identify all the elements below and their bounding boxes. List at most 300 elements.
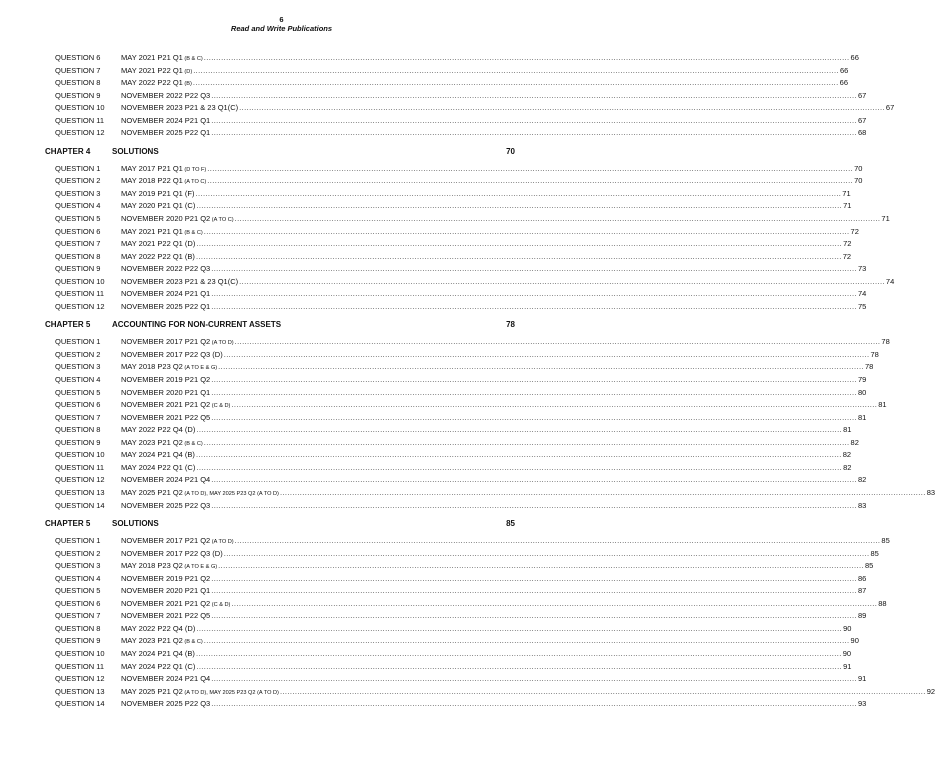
page-ref: 71 bbox=[843, 201, 852, 211]
publisher-name: Read and Write Publications bbox=[230, 24, 333, 33]
dot-leader: .................................................................................................................................................................................................................................................................... bbox=[211, 586, 857, 596]
exam-reference: MAY 2024 P21 Q4 (B) bbox=[121, 450, 195, 460]
exam-reference: NOVEMBER 2025 P22 Q1 bbox=[121, 128, 211, 138]
dot-leader: .................................................................................................................................................................................................................................................................... bbox=[195, 251, 842, 261]
exam-reference: MAY 2025 P21 Q2 bbox=[121, 686, 183, 696]
question-label: QUESTION 13 bbox=[55, 686, 105, 696]
page-ref: 91 bbox=[858, 674, 867, 684]
toc-entry[interactable] bbox=[0, 623, 852, 636]
page-header bbox=[0, 15, 563, 34]
entry-reference bbox=[121, 399, 230, 413]
entry-text bbox=[121, 77, 848, 91]
exam-reference: NOVEMBER 2021 P22 Q5 bbox=[121, 412, 211, 422]
page-ref: 72 bbox=[850, 226, 859, 236]
exam-reference: MAY 2022 P22 Q4 (D) bbox=[121, 425, 196, 435]
exam-reference: NOVEMBER 2021 P22 Q5 bbox=[121, 611, 211, 621]
entry-reference bbox=[121, 673, 210, 686]
question-label: QUESTION 6 bbox=[55, 400, 101, 410]
exam-reference: NOVEMBER 2023 P21 & 23 Q1(C) bbox=[121, 103, 239, 113]
entry-text bbox=[121, 487, 935, 501]
entry-reference bbox=[121, 361, 217, 375]
entry-text bbox=[121, 163, 863, 177]
page-ref: 72 bbox=[843, 239, 852, 249]
entry-reference bbox=[121, 487, 279, 501]
dot-leader: .................................................................................................................................................................................................................................................................... bbox=[231, 400, 878, 410]
exam-reference: NOVEMBER 2025 P22 Q3 bbox=[121, 500, 211, 510]
toc-entry[interactable] bbox=[0, 437, 859, 450]
question-label: QUESTION 11 bbox=[55, 462, 105, 472]
toc-entry[interactable] bbox=[0, 90, 867, 103]
toc-entry[interactable] bbox=[0, 387, 867, 400]
entry-text bbox=[121, 585, 867, 598]
dot-leader: .................................................................................................................................................................................................................................................................... bbox=[223, 548, 870, 558]
dot-leader: .................................................................................................................................................................................................................................................................... bbox=[218, 362, 864, 372]
question-label: QUESTION 8 bbox=[55, 623, 101, 633]
dot-leader: .................................................................................................................................................................................................................................................................... bbox=[231, 598, 878, 608]
toc-entry[interactable] bbox=[0, 374, 867, 387]
question-label: QUESTION 12 bbox=[55, 301, 105, 311]
exam-reference: NOVEMBER 2021 P21 Q2 bbox=[121, 598, 211, 608]
toc-entry[interactable] bbox=[0, 686, 935, 699]
page-ref: 71 bbox=[842, 188, 851, 198]
entry-reference bbox=[121, 573, 210, 586]
dot-leader: .................................................................................................................................................................................................................................................................... bbox=[203, 636, 850, 646]
page-ref: 83 bbox=[858, 500, 867, 510]
entry-text bbox=[121, 661, 852, 674]
page-ref: 67 bbox=[885, 103, 895, 113]
entry-reference bbox=[121, 288, 210, 301]
question-label: QUESTION 10 bbox=[55, 450, 105, 460]
part-reference: (C & D) bbox=[210, 601, 231, 608]
dot-leader: .................................................................................................................................................................................................................................................................... bbox=[211, 90, 857, 100]
exam-reference: MAY 2020 P21 Q1 (C) bbox=[121, 201, 196, 211]
page-ref: 90 bbox=[842, 648, 852, 658]
question-label: QUESTION 6 bbox=[55, 226, 101, 236]
entry-text bbox=[121, 399, 887, 413]
page-ref: 82 bbox=[843, 462, 852, 472]
page-ref: 88 bbox=[878, 598, 887, 608]
dot-leader: .................................................................................................................................................................................................................................................................... bbox=[211, 387, 857, 397]
entry-text bbox=[121, 226, 859, 240]
dot-leader: .................................................................................................................................................................................................................................................................... bbox=[196, 661, 843, 671]
entry-text bbox=[121, 573, 867, 586]
dot-leader: .................................................................................................................................................................................................................................................................... bbox=[203, 226, 850, 236]
page-ref: 85 bbox=[864, 561, 874, 571]
exam-reference: NOVEMBER 2023 P21 & 23 Q1(C) bbox=[121, 276, 239, 286]
dot-leader: .................................................................................................................................................................................................................................................................... bbox=[207, 163, 854, 173]
question-label: QUESTION 11 bbox=[55, 115, 105, 125]
exam-reference: NOVEMBER 2017 P22 Q3 (D) bbox=[121, 349, 223, 359]
dot-leader: .................................................................................................................................................................................................................................................................... bbox=[195, 188, 842, 198]
entry-text bbox=[121, 263, 867, 276]
exam-reference: NOVEMBER 2017 P22 Q3 (D) bbox=[121, 548, 223, 558]
toc-entry[interactable] bbox=[0, 263, 867, 276]
entry-text bbox=[121, 200, 852, 213]
exam-reference: MAY 2017 P21 Q1 bbox=[121, 163, 183, 173]
page-ref: 83 bbox=[926, 487, 935, 497]
entry-reference bbox=[121, 424, 195, 437]
question-label: QUESTION 5 bbox=[55, 387, 101, 397]
page-ref: 90 bbox=[843, 623, 852, 633]
question-label: QUESTION 3 bbox=[55, 561, 101, 571]
entry-text bbox=[121, 449, 852, 462]
page-ref: 86 bbox=[858, 573, 867, 583]
page-ref: 71 bbox=[881, 214, 890, 224]
question-label: QUESTION 9 bbox=[55, 264, 101, 274]
question-label: QUESTION 10 bbox=[55, 276, 105, 286]
page-ref: 66 bbox=[839, 78, 848, 88]
entry-text bbox=[121, 188, 851, 201]
page-number: 6 bbox=[279, 15, 284, 24]
question-label: QUESTION 10 bbox=[55, 648, 105, 658]
exam-reference: NOVEMBER 2025 P22 Q1 bbox=[121, 301, 211, 311]
question-label: QUESTION 7 bbox=[55, 239, 101, 249]
entry-reference bbox=[121, 175, 206, 189]
page-ref: 72 bbox=[842, 251, 852, 261]
toc-entry[interactable] bbox=[0, 635, 859, 648]
entry-reference bbox=[121, 474, 210, 487]
exam-reference: NOVEMBER 2022 P22 Q3 bbox=[121, 90, 211, 100]
toc-entry[interactable] bbox=[0, 213, 890, 226]
toc-entry[interactable] bbox=[0, 200, 852, 213]
dot-leader: .................................................................................................................................................................................................................................................................... bbox=[196, 201, 843, 211]
part-reference: (C & D) bbox=[210, 403, 231, 410]
question-label: QUESTION 12 bbox=[55, 475, 105, 485]
question-label: QUESTION 13 bbox=[55, 487, 105, 497]
question-label: QUESTION 1 bbox=[55, 337, 101, 347]
question-label: QUESTION 7 bbox=[55, 412, 101, 422]
entry-text bbox=[121, 102, 895, 115]
entry-reference bbox=[121, 635, 203, 649]
entry-text bbox=[121, 238, 852, 251]
chapter-heading[interactable] bbox=[0, 517, 563, 531]
entry-reference bbox=[121, 52, 203, 66]
question-label: QUESTION 2 bbox=[55, 349, 101, 359]
entry-reference bbox=[121, 686, 279, 700]
toc-entry[interactable] bbox=[0, 573, 867, 586]
entry-text bbox=[121, 175, 863, 189]
page-ref: 79 bbox=[858, 375, 867, 385]
question-label: QUESTION 1 bbox=[55, 536, 101, 546]
toc-entry[interactable] bbox=[0, 127, 867, 140]
entry-text bbox=[121, 127, 867, 140]
page-ref: 66 bbox=[850, 53, 859, 62]
chapter-number: CHAPTER 4 bbox=[45, 146, 91, 156]
toc-entry[interactable] bbox=[0, 188, 851, 201]
exam-reference: MAY 2018 P22 Q1 bbox=[121, 176, 183, 186]
toc-entry[interactable] bbox=[0, 661, 852, 674]
exam-reference: MAY 2024 P22 Q1 (C) bbox=[121, 462, 196, 472]
toc-entry[interactable] bbox=[0, 102, 895, 115]
entry-reference bbox=[121, 251, 195, 264]
chapter-heading[interactable] bbox=[0, 318, 563, 332]
toc-entry[interactable] bbox=[0, 226, 859, 239]
entry-text bbox=[121, 548, 879, 561]
exam-reference: NOVEMBER 2020 P21 Q1 bbox=[121, 387, 211, 397]
toc-entry[interactable] bbox=[0, 648, 852, 661]
toc-entry[interactable] bbox=[0, 52, 859, 65]
question-label: QUESTION 14 bbox=[55, 699, 105, 709]
dot-leader: .................................................................................................................................................................................................................................................................... bbox=[239, 276, 885, 286]
entry-reference bbox=[121, 598, 230, 612]
question-label: QUESTION 3 bbox=[55, 362, 101, 372]
part-reference: (A TO E & G) bbox=[182, 564, 218, 571]
entry-reference bbox=[121, 65, 192, 79]
toc-entry[interactable] bbox=[0, 673, 867, 686]
toc-entry[interactable] bbox=[0, 238, 852, 251]
toc-entry[interactable] bbox=[0, 301, 867, 314]
question-label: QUESTION 1 bbox=[55, 163, 101, 173]
exam-reference: MAY 2021 P21 Q1 bbox=[121, 226, 183, 236]
dot-leader: .................................................................................................................................................................................................................................................................... bbox=[234, 214, 881, 224]
part-reference: (A TO C) bbox=[210, 217, 234, 224]
dot-leader: .................................................................................................................................................................................................................................................................... bbox=[234, 337, 881, 347]
page-ref: 87 bbox=[858, 586, 867, 596]
page-ref: 67 bbox=[858, 90, 867, 100]
question-label: QUESTION 7 bbox=[55, 611, 101, 621]
dot-leader: .................................................................................................................................................................................................................................................................... bbox=[207, 176, 854, 186]
dot-leader: .................................................................................................................................................................................................................................................................... bbox=[211, 115, 857, 125]
chapter-title: SOLUTIONS bbox=[112, 146, 159, 156]
chapter-title: SOLUTIONS bbox=[112, 519, 159, 529]
toc-entry[interactable] bbox=[0, 487, 935, 500]
entry-reference bbox=[121, 374, 210, 387]
dot-leader: .................................................................................................................................................................................................................................................................... bbox=[196, 239, 843, 249]
toc-entry[interactable] bbox=[0, 65, 849, 78]
question-label: QUESTION 14 bbox=[55, 500, 105, 510]
exam-reference: NOVEMBER 2019 P21 Q2 bbox=[121, 573, 211, 583]
toc-entry[interactable] bbox=[0, 449, 852, 462]
entry-text bbox=[121, 52, 859, 66]
question-label: QUESTION 11 bbox=[55, 289, 105, 299]
page-ref: 66 bbox=[839, 65, 849, 75]
question-label: QUESTION 7 bbox=[55, 65, 101, 75]
toc-entry[interactable] bbox=[0, 598, 887, 611]
part-reference: (A TO D) bbox=[210, 340, 234, 347]
page-ref: 81 bbox=[878, 400, 887, 410]
toc-entry[interactable] bbox=[0, 424, 852, 437]
entry-reference bbox=[121, 500, 210, 513]
toc-entry[interactable] bbox=[0, 349, 879, 362]
chapter-title: ACCOUNTING FOR NON-CURRENT ASSETS bbox=[112, 320, 282, 330]
dot-leader: .................................................................................................................................................................................................................................................................... bbox=[223, 349, 870, 359]
entry-reference bbox=[121, 412, 210, 425]
question-label: QUESTION 5 bbox=[55, 586, 101, 596]
exam-reference: NOVEMBER 2017 P21 Q2 bbox=[121, 337, 211, 347]
toc-entry[interactable] bbox=[0, 412, 867, 425]
toc-entry[interactable] bbox=[0, 276, 895, 289]
entry-text bbox=[121, 336, 890, 350]
toc-entry[interactable] bbox=[0, 251, 852, 264]
entry-text bbox=[121, 374, 867, 387]
entry-reference bbox=[121, 200, 195, 213]
page-ref: 68 bbox=[858, 128, 867, 138]
chapter-page: 78 bbox=[506, 320, 515, 330]
entry-text bbox=[121, 361, 874, 375]
chapter-page: 70 bbox=[506, 146, 515, 156]
toc-entry[interactable] bbox=[0, 585, 867, 598]
question-label: QUESTION 4 bbox=[55, 201, 101, 211]
entry-text bbox=[121, 387, 867, 400]
page-ref: 81 bbox=[858, 412, 867, 422]
part-reference: (B & C) bbox=[182, 639, 203, 646]
page-ref: 82 bbox=[850, 437, 859, 447]
question-label: QUESTION 12 bbox=[55, 674, 105, 684]
entry-text bbox=[121, 462, 852, 475]
page-ref: 82 bbox=[858, 475, 867, 485]
entry-reference bbox=[121, 698, 210, 711]
page-ref: 74 bbox=[885, 276, 895, 286]
exam-reference: MAY 2021 P22 Q1 bbox=[121, 65, 183, 75]
part-reference: (A TO C) bbox=[182, 179, 207, 186]
dot-leader: .................................................................................................................................................................................................................................................................... bbox=[193, 65, 839, 75]
toc-entry[interactable] bbox=[0, 610, 867, 623]
dot-leader: .................................................................................................................................................................................................................................................................... bbox=[239, 103, 885, 113]
toc-entry[interactable] bbox=[0, 288, 867, 301]
exam-reference: NOVEMBER 2025 P22 Q3 bbox=[121, 699, 211, 709]
exam-reference: MAY 2023 P21 Q2 bbox=[121, 437, 183, 447]
entry-reference bbox=[121, 213, 234, 227]
part-reference: (D) bbox=[182, 68, 193, 75]
part-reference: (B & C) bbox=[182, 440, 203, 447]
page-ref: 70 bbox=[854, 163, 863, 173]
entry-reference bbox=[121, 336, 234, 350]
dot-leader: .................................................................................................................................................................................................................................................................... bbox=[211, 375, 857, 385]
toc-entry[interactable] bbox=[0, 560, 874, 573]
toc-entry[interactable] bbox=[0, 336, 890, 349]
exam-reference: MAY 2025 P21 Q2 bbox=[121, 487, 183, 497]
question-label: QUESTION 8 bbox=[55, 425, 101, 435]
entry-text bbox=[121, 213, 890, 227]
toc-entry[interactable] bbox=[0, 698, 867, 711]
toc-entry[interactable] bbox=[0, 77, 848, 90]
entry-text bbox=[121, 623, 852, 636]
question-label: QUESTION 9 bbox=[55, 437, 101, 447]
part-reference: (A TO D), MAY 2025 P23 Q2 (A TO D) bbox=[182, 689, 279, 696]
toc-entry[interactable] bbox=[0, 163, 863, 176]
dot-leader: .................................................................................................................................................................................................................................................................... bbox=[211, 573, 857, 583]
toc-entry[interactable] bbox=[0, 399, 887, 412]
toc-entry[interactable] bbox=[0, 474, 867, 487]
chapter-number: CHAPTER 5 bbox=[45, 320, 91, 330]
dot-leader: .................................................................................................................................................................................................................................................................... bbox=[211, 611, 857, 621]
entry-text bbox=[121, 673, 867, 686]
toc-entry[interactable] bbox=[0, 462, 852, 475]
question-label: QUESTION 4 bbox=[55, 375, 101, 385]
question-label: QUESTION 11 bbox=[55, 661, 105, 671]
dot-leader: .................................................................................................................................................................................................................................................................... bbox=[203, 53, 850, 62]
dot-leader: .................................................................................................................................................................................................................................................................... bbox=[211, 412, 857, 422]
entry-text bbox=[121, 598, 887, 612]
page-ref: 89 bbox=[858, 611, 867, 621]
page-ref: 85 bbox=[881, 536, 890, 546]
entry-text bbox=[121, 686, 935, 700]
entry-reference bbox=[121, 115, 210, 128]
dot-leader: .................................................................................................................................................................................................................................................................... bbox=[196, 425, 843, 435]
entry-reference bbox=[121, 102, 238, 115]
dot-leader: .................................................................................................................................................................................................................................................................... bbox=[234, 536, 881, 546]
entry-reference bbox=[121, 623, 195, 636]
chapter-heading[interactable] bbox=[0, 145, 563, 159]
chapter-number: CHAPTER 5 bbox=[45, 519, 91, 529]
entry-reference bbox=[121, 462, 195, 475]
question-label: QUESTION 8 bbox=[55, 78, 101, 88]
entry-reference bbox=[121, 226, 203, 240]
page-ref: 75 bbox=[858, 301, 867, 311]
entry-reference bbox=[121, 77, 192, 91]
entry-text bbox=[121, 610, 867, 623]
page-ref: 91 bbox=[843, 661, 852, 671]
exam-reference: MAY 2018 P23 Q2 bbox=[121, 362, 183, 372]
entry-reference bbox=[121, 449, 195, 462]
question-label: QUESTION 6 bbox=[55, 598, 101, 608]
entry-text bbox=[121, 115, 867, 128]
page-ref: 67 bbox=[858, 115, 867, 125]
entry-text bbox=[121, 535, 890, 549]
exam-reference: MAY 2024 P22 Q1 (C) bbox=[121, 661, 196, 671]
entry-text bbox=[121, 301, 867, 314]
toc-entry[interactable] bbox=[0, 115, 867, 128]
entry-reference bbox=[121, 437, 203, 451]
entry-reference bbox=[121, 301, 210, 314]
toc-entry[interactable] bbox=[0, 175, 863, 188]
table-of-contents bbox=[0, 52, 935, 711]
dot-leader: .................................................................................................................................................................................................................................................................... bbox=[196, 462, 843, 472]
toc-entry[interactable] bbox=[0, 535, 890, 548]
dot-leader: .................................................................................................................................................................................................................................................................... bbox=[196, 623, 843, 633]
part-reference: (B & C) bbox=[182, 56, 203, 62]
entry-reference bbox=[121, 276, 238, 289]
page-ref: 82 bbox=[842, 450, 852, 460]
page-ref: 74 bbox=[858, 289, 867, 299]
entry-text bbox=[121, 424, 852, 437]
exam-reference: NOVEMBER 2020 P21 Q2 bbox=[121, 214, 211, 224]
entry-text bbox=[121, 474, 867, 487]
entry-reference bbox=[121, 535, 234, 549]
entry-reference bbox=[121, 349, 223, 362]
page-ref: 92 bbox=[926, 686, 935, 696]
exam-reference: NOVEMBER 2024 P21 Q4 bbox=[121, 475, 211, 485]
toc-entry[interactable] bbox=[0, 548, 879, 561]
page-ref: 73 bbox=[858, 264, 867, 274]
toc-entry[interactable] bbox=[0, 361, 874, 374]
entry-reference bbox=[121, 560, 217, 574]
chapter-page: 85 bbox=[506, 519, 515, 529]
dot-leader: .................................................................................................................................................................................................................................................................... bbox=[211, 128, 857, 138]
dot-leader: .................................................................................................................................................................................................................................................................... bbox=[211, 301, 857, 311]
entry-reference bbox=[121, 263, 210, 276]
page-ref: 70 bbox=[854, 176, 863, 186]
exam-reference: MAY 2022 P22 Q1 (B) bbox=[121, 251, 195, 261]
entry-text bbox=[121, 412, 867, 425]
question-label: QUESTION 3 bbox=[55, 188, 101, 198]
toc-entry[interactable] bbox=[0, 500, 867, 513]
dot-leader: .................................................................................................................................................................................................................................................................... bbox=[211, 699, 857, 709]
exam-reference: NOVEMBER 2021 P21 Q2 bbox=[121, 400, 211, 410]
entry-text bbox=[121, 560, 874, 574]
exam-reference: NOVEMBER 2024 P21 Q1 bbox=[121, 115, 211, 125]
dot-leader: .................................................................................................................................................................................................................................................................... bbox=[211, 264, 857, 274]
entry-text bbox=[121, 648, 852, 661]
entry-reference bbox=[121, 585, 210, 598]
entry-text bbox=[121, 500, 867, 513]
dot-leader: .................................................................................................................................................................................................................................................................... bbox=[279, 686, 926, 696]
exam-reference: MAY 2023 P21 Q2 bbox=[121, 636, 183, 646]
page-ref: 80 bbox=[858, 387, 867, 397]
entry-text bbox=[121, 698, 867, 711]
question-label: QUESTION 12 bbox=[55, 128, 105, 138]
part-reference: (A TO D) bbox=[210, 539, 234, 546]
